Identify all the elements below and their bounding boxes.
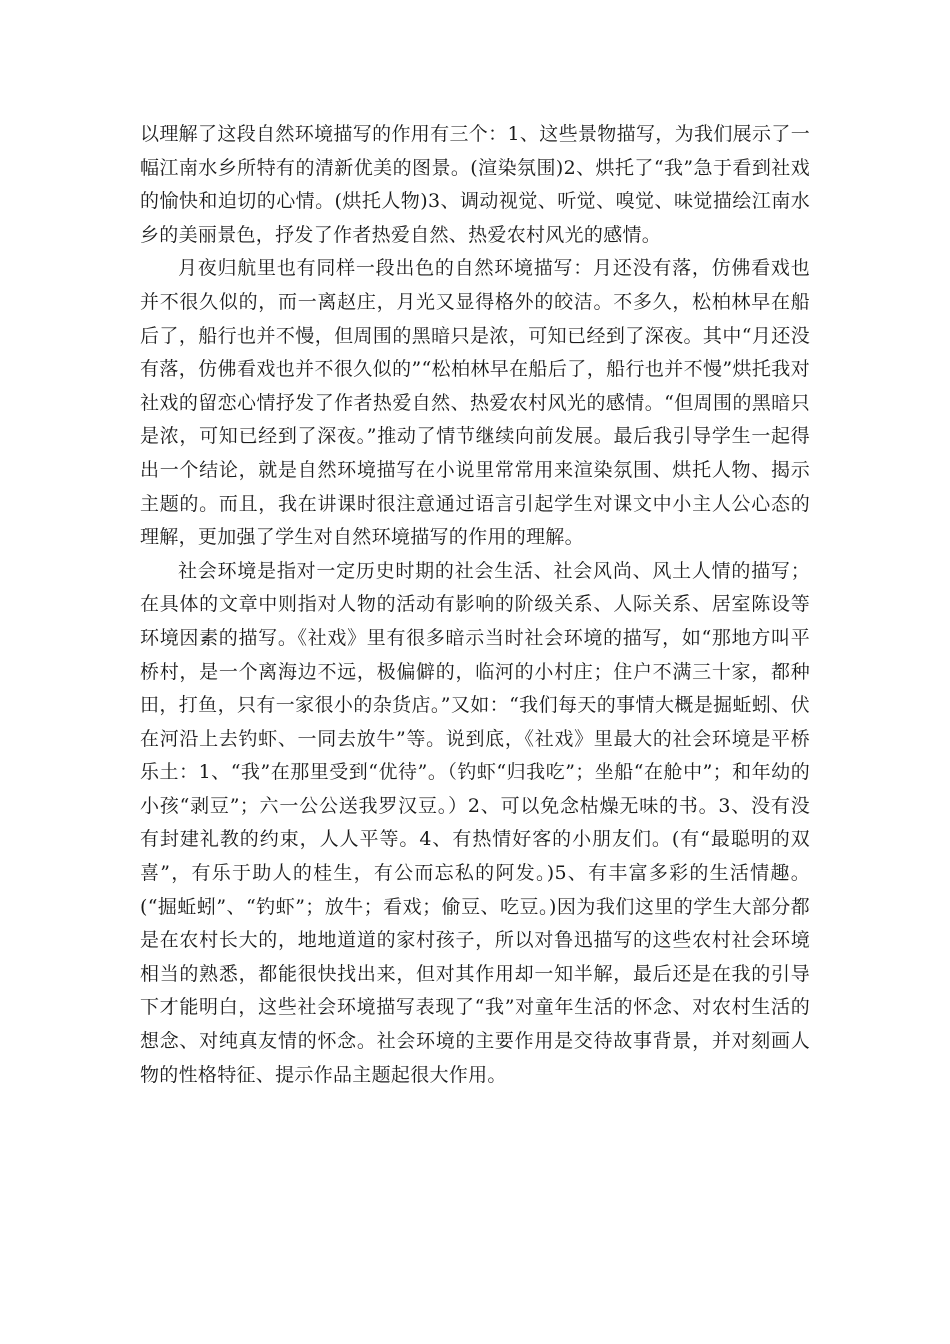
paragraph-moonlit-return-voyage: 月夜归航里也有同样一段出色的自然环境描写：月还没有落，仿佛看戏也并不很久似的，而一离赵庄，月光又显得格外的皎洁。不多久，松柏林早在船后了，船行也并不慢，但周围的黑暗只是浓，可知已经到了深夜。其中“月还没有落，仿佛看戏也并不很久似的”“松柏林早在船后了，船行也并不慢”烘托我对社戏的留恋心情抒发了作者热爱自然、热爱农村风光的感情。“但周围的黑暗只是浓，可知已经到了深夜。”推动了情节继续向前发展。最后我引导学生一起得出一个结论，就是自然环境描写在小说里常常用来渲染氛围、烘托人物、揭示主题的。而且，我在讲课时很注意通过语言引起学生对课文中小主人公心态的理解，更加强了学生对自然环境描写的作用的理解。 bbox=[140, 257, 810, 549]
paragraph-natural-environment-effects: 以理解了这段自然环境描写的作用有三个：1、这些景物描写，为我们展示了一幅江南水乡所特有的清新优美的图景。(渲染氛围)2、烘托了“我”急于看到社戏的愉快和迫切的心情。(烘托人物)3、调动视觉、听觉、嗅觉、味觉描绘江南水乡的美丽景色，抒发了作者热爱自然、热爱农村风光的感情。 bbox=[140, 123, 810, 246]
document-body bbox=[140, 118, 810, 1092]
paragraph-social-environment: 社会环境是指对一定历史时期的社会生活、社会风尚、风土人情的描写；在具体的文章中则指对人物的活动有影响的阶级关系、人际关系、居室陈设等环境因素的描写。《社戏》里有很多暗示当时社会环境的描写，如“那地方叫平桥村，是一个离海边不远，极偏僻的，临河的小村庄；住户不满三十家，都种田，打鱼，只有一家很小的杂货店。”又如：“我们每天的事情大概是掘蚯蚓、伏在河沿上去钓虾、一同去放牛”等。说到底，《社戏》里最大的社会环境是平桥乐土：1、“我”在那里受到“优待”。（钓虾“归我吃”；坐船“在舱中”；和年幼的小孩“剥豆”；六一公公送我罗汉豆。）2、可以免念枯燥无味的书。3、没有没有封建礼教的约束，人人平等。4、有热情好客的小朋友们。(有“最聪明的双喜”，有乐于助人的桂生，有公而忘私的阿发。)5、有丰富多彩的生活情趣。(“掘蚯蚓”、“钓虾”；放牛；看戏；偷豆、吃豆。)因为我们这里的学生大部分都是在农村长大的，地地道道的家村孩子，所以对鲁迅描写的这些农村社会环境相当的熟悉，都能很快找出来，但对其作用却一知半解，最后还是在我的引导下才能明白，这些社会环境描写表现了“我”对童年生活的怀念、对农村生活的想念、对纯真友情的怀念。社会环境的主要作用是交待故事背景，并对刻画人物的性格特征、提示作品主题起很大作用。 bbox=[140, 559, 810, 1086]
